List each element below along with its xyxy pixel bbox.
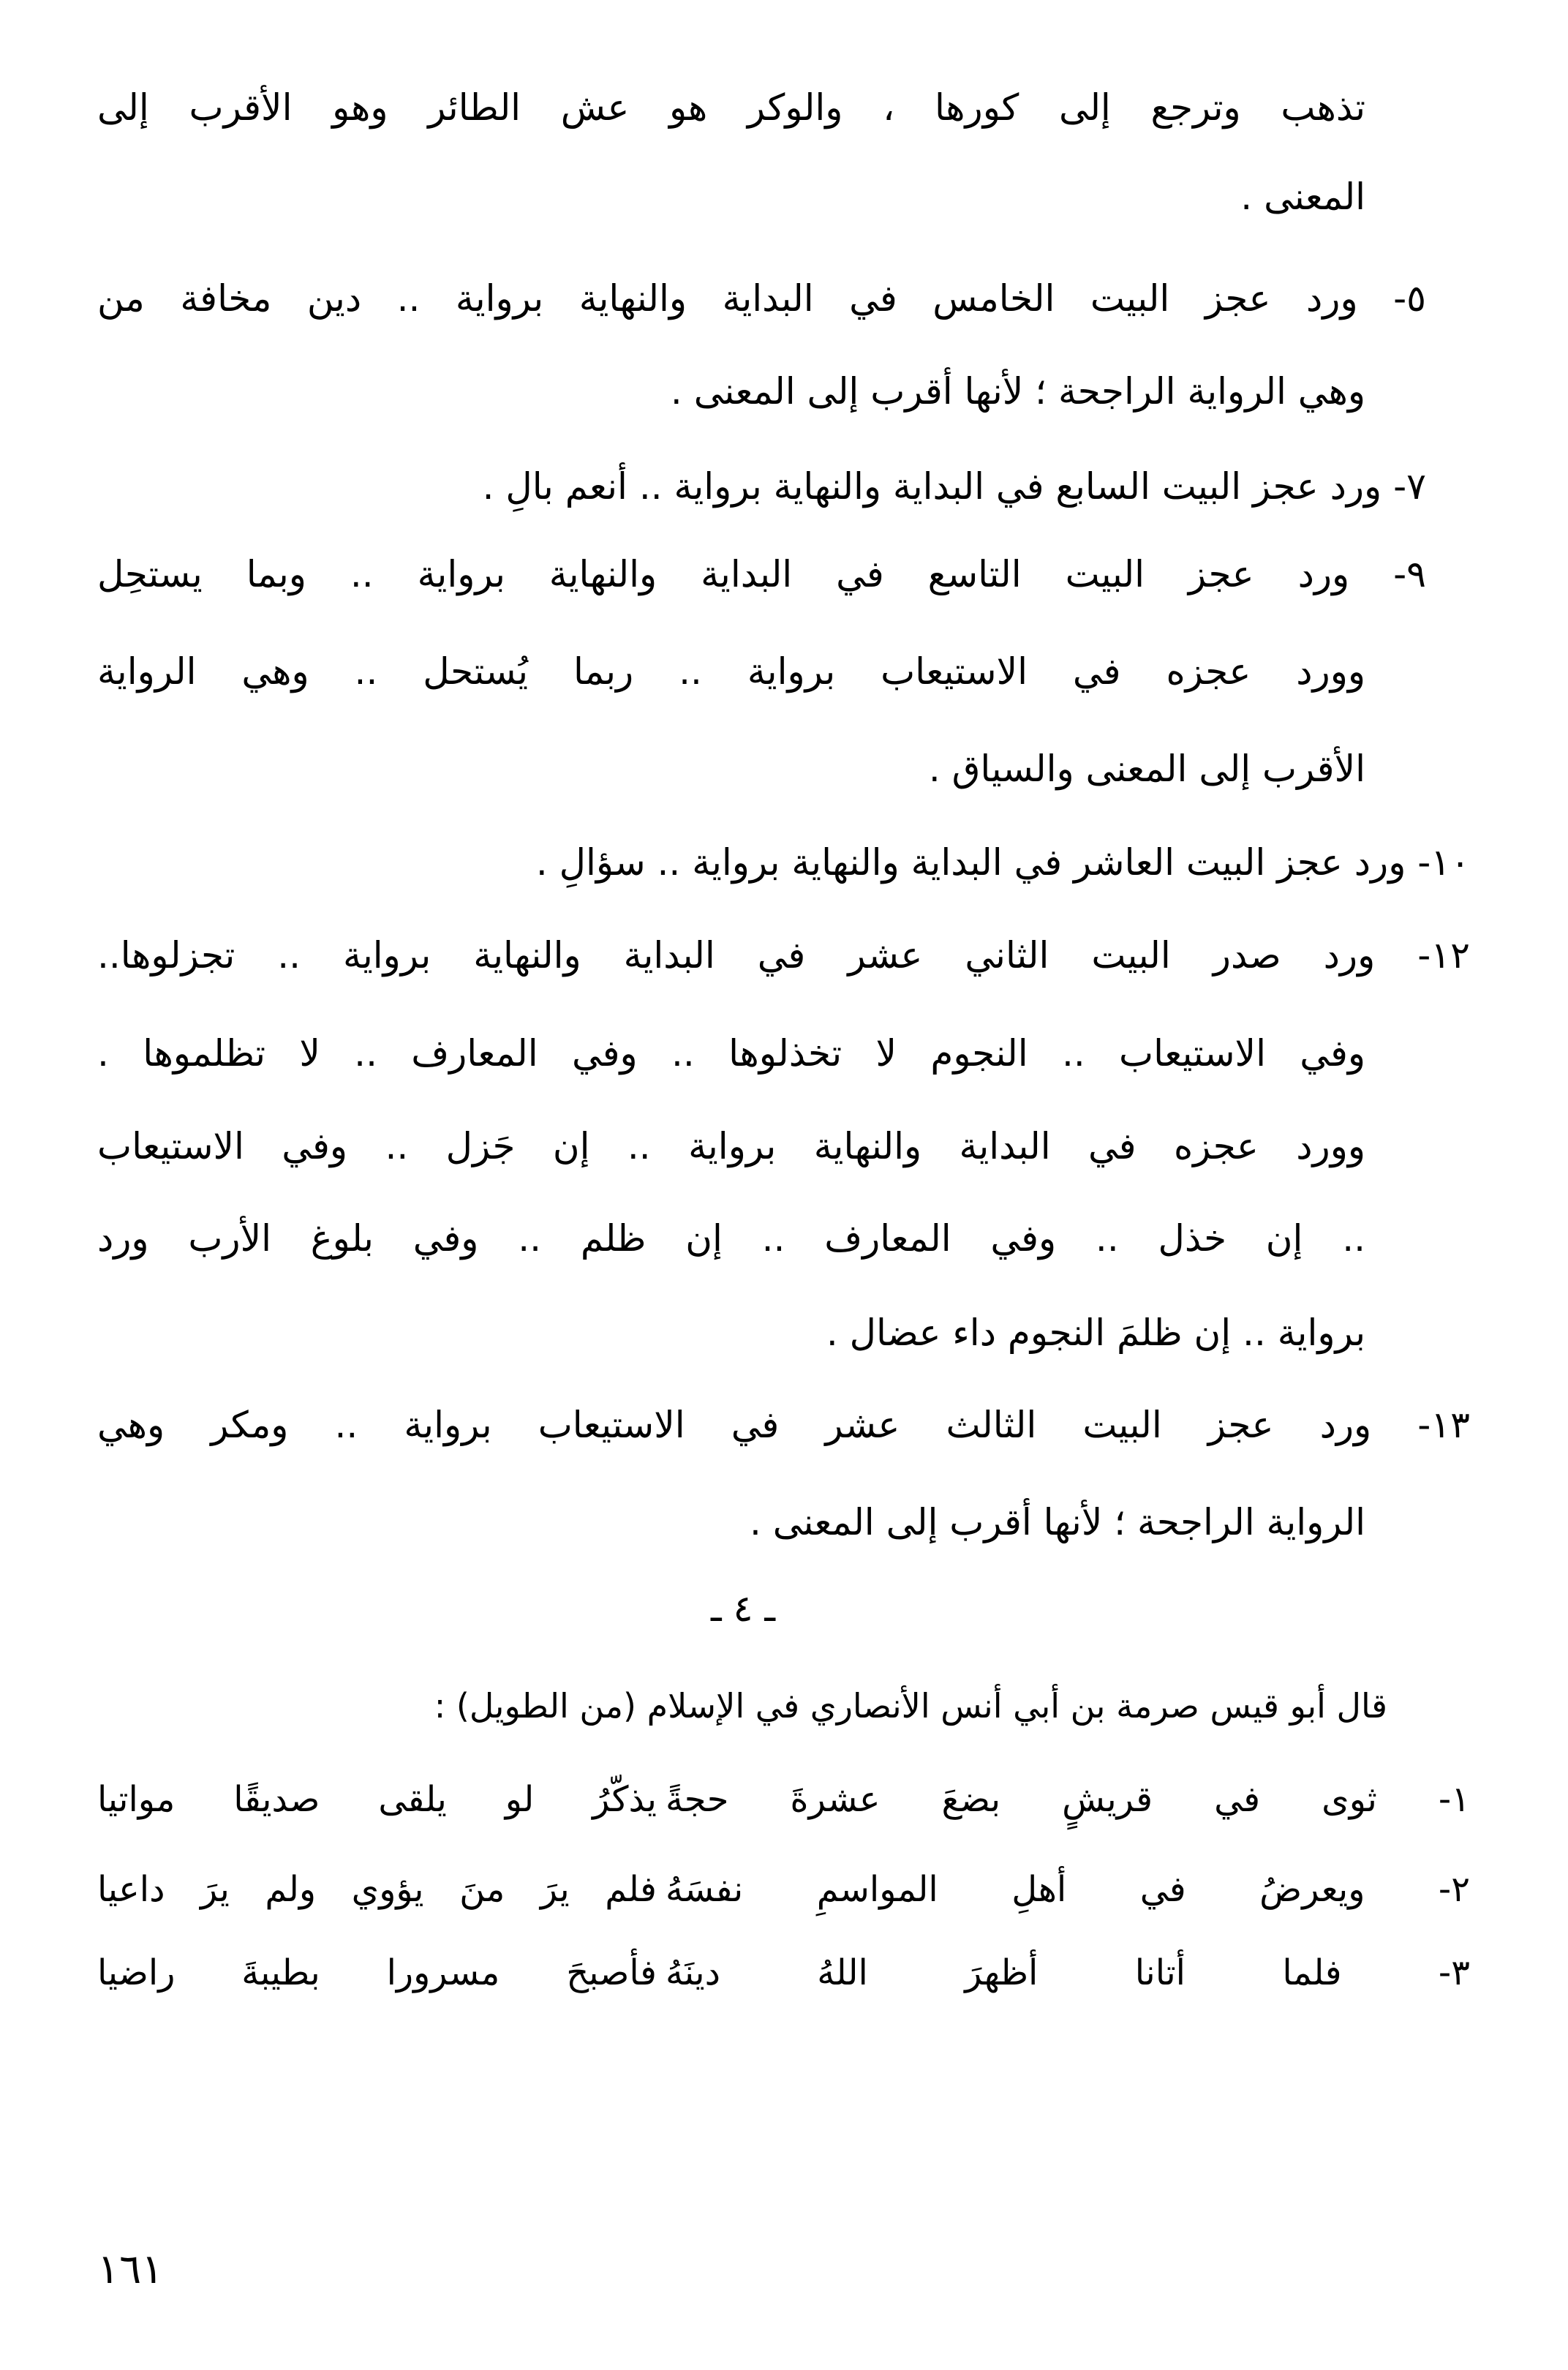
text-line: وهي الرواية الراجحة ؛ لأنها أقرب إلى المعنى . [670, 370, 1365, 413]
verse-sadr: ٢- ويعرضُ في أهلِ المواسمِ نفسَهُ [666, 1869, 1470, 1910]
text-line: .. إن خذل .. وفي المعارف .. إن ظلم .. وفي بلوغ الأرب ورد [97, 1217, 1365, 1260]
note-5: ٥- ورد عجز البيت الخامس في البداية والنهاية برواية .. دين مخافة من [97, 277, 1426, 320]
poem-intro: قال أبو قيس صرمة بن أبي أنس الأنصاري في الإسلام (من الطويل) : [434, 1686, 1387, 1726]
text-line: الأقرب إلى المعنى والسياق . [928, 748, 1365, 790]
verse-ajz: يذكّرُ لو يلقى صديقًا مواتيا [97, 1779, 657, 1820]
note-12: ١٢- ورد صدر البيت الثاني عشر في البداية والنهاية برواية .. تجزلوها.. [97, 934, 1470, 977]
text-line: وفي الاستيعاب .. النجوم لا تخذلوها .. وفي المعارف .. لا تظلموها . [97, 1032, 1365, 1075]
section-marker: ـ ٤ ـ [711, 1587, 775, 1630]
note-13: ١٣- ورد عجز البيت الثالث عشر في الاستيعاب برواية .. ومكر وهي [97, 1404, 1470, 1446]
note-7: ٧- ورد عجز البيت السابع في البداية والنهاية برواية .. أنعم بالِ . [482, 465, 1426, 508]
text-line: الرواية الراجحة ؛ لأنها أقرب إلى المعنى . [750, 1501, 1365, 1543]
verse-sadr: ١- ثوى في قريشٍ بضعَ عشرةَ حجةً [666, 1779, 1470, 1820]
note-10: ١٠- ورد عجز البيت العاشر في البداية والنهاية برواية .. سؤالِ . [535, 841, 1470, 884]
note-9: ٩- ورد عجز البيت التاسع في البداية والنهاية برواية .. وبما يستحِل [97, 553, 1426, 595]
text-line: المعنى . [1240, 176, 1365, 218]
verse-sadr: ٣- فلما أتانا أظهرَ اللهُ دينَهُ [666, 1952, 1470, 1993]
page-number: ١٦١ [97, 2246, 164, 2293]
text-line: برواية .. إن ظلمَ النجوم داء عضال . [826, 1312, 1365, 1354]
verse-ajz: فلم يرَ منَ يؤوي ولم يرَ داعيا [97, 1869, 657, 1910]
text-line: وورد عجزه في البداية والنهاية برواية .. إن جَزل .. وفي الاستيعاب [97, 1125, 1365, 1167]
text-line: تذهب وترجع إلى كورها ، والوكر هو عش الطائر وهو الأقرب إلى [97, 86, 1365, 129]
text-line: وورد عجزه في الاستيعاب برواية .. ربما يُستحل .. وهي الرواية [97, 650, 1365, 693]
verse-ajz: فأصبحَ مسرورا بطيبةَ راضيا [97, 1952, 657, 1993]
